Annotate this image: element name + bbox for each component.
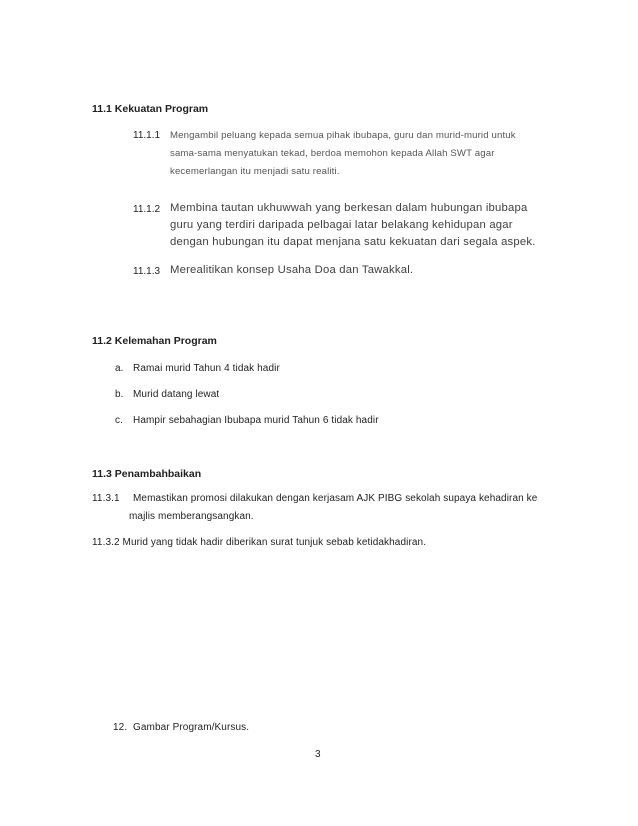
- section-12-number: 12.: [113, 722, 128, 733]
- list-marker-b: b.: [115, 389, 124, 400]
- list-marker-a: a.: [115, 363, 124, 374]
- list-item-c: Hampir sebahagian Ibubapa murid Tahun 6 tidak hadir: [133, 415, 379, 426]
- heading-penambahbaikan: 11.3 Penambahbaikan: [92, 468, 202, 480]
- item-text-11-1-1-line3: kecemerlangan itu menjadi satu realiti.: [170, 166, 340, 177]
- list-marker-c: c.: [115, 415, 123, 426]
- item-text-11-1-1-line1: Mengambil peluang kepada semua pihak ibubapa, guru dan murid-murid untuk: [170, 130, 516, 141]
- item-number-11-1-3: 11.1.3: [133, 266, 161, 277]
- item-text-11-1-1-line2: sama-sama menyatukan tekad, berdoa memohon kepada Allah SWT agar: [170, 148, 495, 159]
- heading-kelemahan-program: 11.2 Kelemahan Program: [92, 335, 217, 347]
- page-number: 3: [315, 749, 321, 760]
- item-text-11-1-3: Merealitikan konsep Usaha Doa dan Tawakkal.: [170, 264, 414, 276]
- section-12-title: Gambar Program/Kursus.: [133, 722, 250, 733]
- item-text-11-3-2: 11.3.2 Murid yang tidak hadir diberikan surat tunjuk sebab ketidakhadiran.: [92, 537, 427, 548]
- item-text-11-3-1-line1: Memastikan promosi dilakukan dengan kerjasam AJK PIBG sekolah supaya kehadiran ke: [133, 493, 538, 504]
- item-text-11-1-2-line3: dengan hubungan itu dapat menjana satu kekuatan dari segala aspek.: [170, 236, 536, 248]
- item-number-11-1-1: 11.1.1: [133, 130, 161, 141]
- heading-kekuatan-program: 11.1 Kekuatan Program: [92, 103, 209, 115]
- list-item-b: Murid datang lewat: [133, 389, 220, 400]
- item-number-11-1-2: 11.1.2: [133, 204, 161, 215]
- item-text-11-1-2-line1: Membina tautan ukhuwwah yang berkesan dalam hubungan ibubapa: [170, 202, 528, 214]
- item-text-11-3-1-line2: majlis memberangsangkan.: [129, 511, 254, 522]
- list-item-a: Ramai murid Tahun 4 tidak hadir: [133, 363, 280, 374]
- item-text-11-1-2-line2: guru yang terdiri daripada pelbagai latar belakang kehidupan agar: [170, 219, 513, 231]
- item-number-11-3-1: 11.3.1: [92, 493, 120, 504]
